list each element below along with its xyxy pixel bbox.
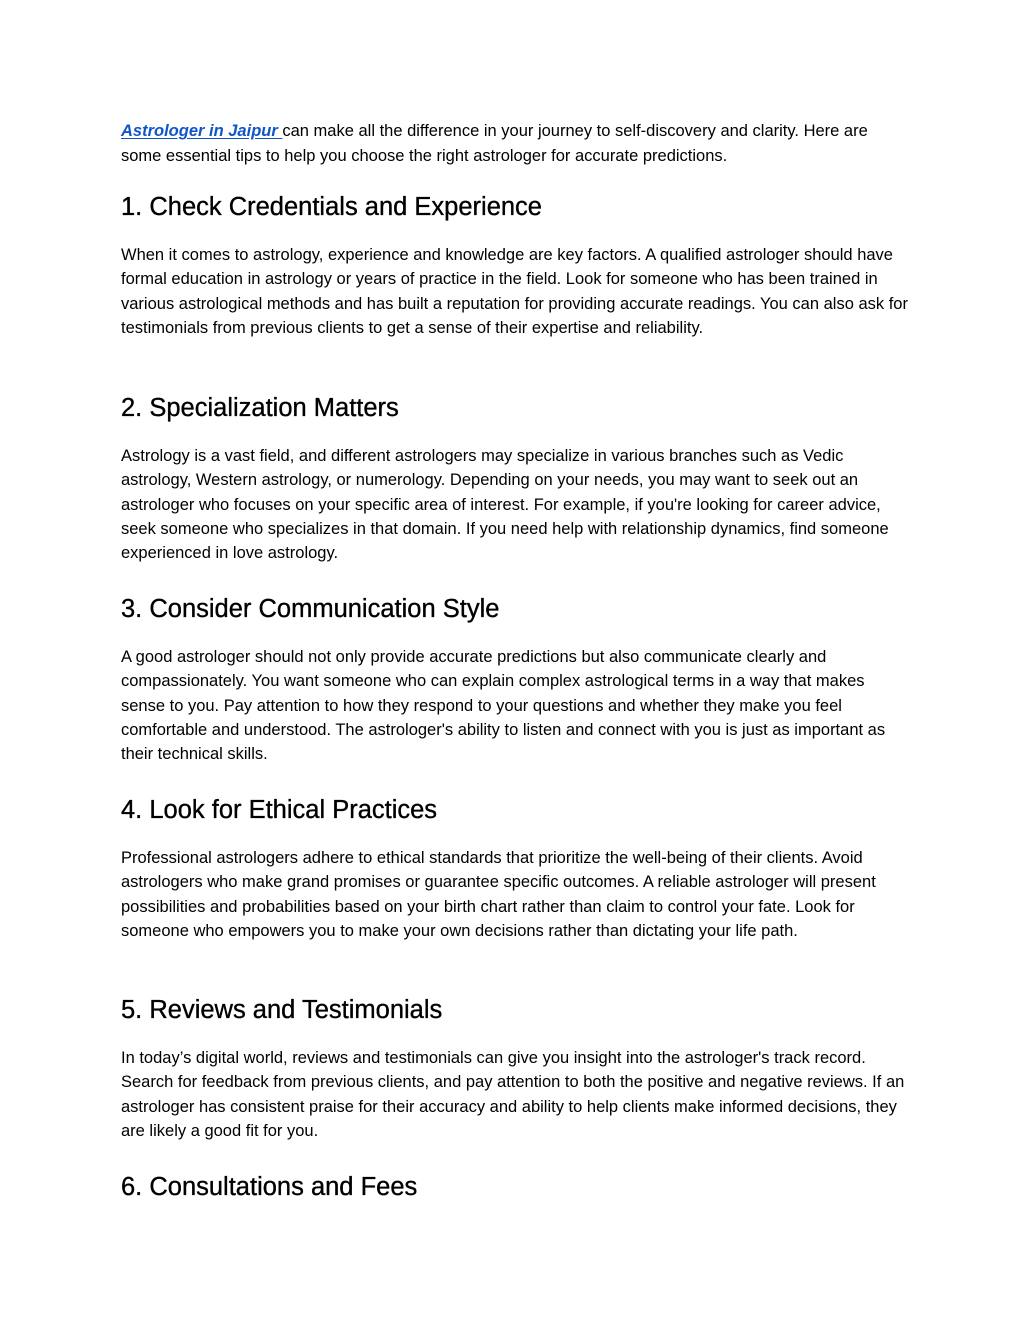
section-body: A good astrologer should not only provide accurate predictions but also communicate clearly and compassionately. You want someone who can explain complex astrological terms in a way that makes sense to you. Pay attention to how they respond to your questions and whether they make you feel comfortable and understood. The astrologer's ability to listen and connect with you is just as important as their technical skills.	[121, 648, 886, 764]
section-heading: 3. Consider Communication Style	[121, 595, 500, 623]
section-consultations	[121, 1172, 417, 1202]
section-heading: 5. Reviews and Testimonials	[121, 996, 443, 1024]
section-body: Professional astrologers adhere to ethical standards that prioritize the well-being of their clients. Avoid astrologers who make grand promises or guarantee specific outcomes. A reliable astrologer will present possibilities and probabilities based on your birth chart rather than claim to control your fate. Look for someone who empowers you to make your own decisions rather than dictating your life path.	[121, 849, 876, 940]
section-communication	[121, 594, 911, 766]
section-heading: 4. Look for Ethical Practices	[121, 796, 438, 824]
section-body: When it comes to astrology, experience and knowledge are key factors. A qualified astrologer should have formal education in astrology or years of practice in the field. Look for someone who has been trained in various astrological methods and has built a reputation for providing accurate readings. You can also ask for testimonials from previous clients to get a sense of their expertise and reliability.	[121, 246, 908, 337]
section-credentials	[121, 192, 911, 340]
section-heading: 1. Check Credentials and Experience	[121, 193, 542, 221]
astrologer-in-jaipur-link[interactable]: Astrologer in Jaipur	[121, 122, 283, 140]
section-body: Astrology is a vast field, and different astrologers may specialize in various branches such as Vedic astrology, Western astrology, or numerology. Depending on your needs, you may want to seek out an astrologer who focuses on your specific area of interest. For example, if you're looking for career advice, seek someone who specializes in that domain. If you need help with relationship dynamics, find someone experienced in love astrology.	[121, 447, 889, 563]
section-heading: 6. Consultations and Fees	[121, 1173, 418, 1201]
intro-paragraph	[121, 119, 911, 168]
section-heading: 2. Specialization Matters	[121, 394, 399, 422]
section-body: In today’s digital world, reviews and testimonials can give you insight into the astrologer's track record. Search for feedback from previous clients, and pay attention to both the positive and negative reviews. If an astrologer has consistent praise for their accuracy and ability to help clients make informed decisions, they are likely a good fit for you.	[121, 1049, 905, 1140]
section-ethical-practices	[121, 795, 911, 943]
section-specialization	[121, 393, 911, 565]
intro-text: can make all the difference in your journey to self-discovery and clarity. Here are some essential tips to help you choose the right astrologer for accurate predictions.	[121, 122, 868, 165]
section-reviews	[121, 995, 911, 1143]
document-page	[121, 119, 911, 1201]
